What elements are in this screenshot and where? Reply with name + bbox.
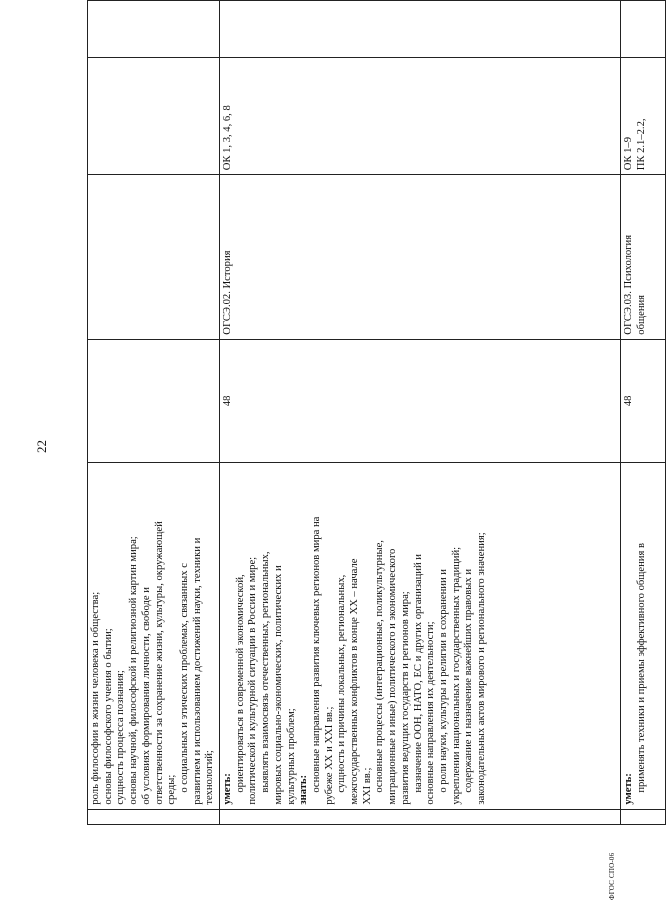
section-label-umet: уметь:: [222, 773, 234, 805]
text-line: культурных проблем;: [285, 708, 297, 805]
text-line: развития ведущих государств и регионов мира;: [399, 591, 411, 805]
text-line: выявлять взаимосвязь отечественных, региональных,: [260, 551, 272, 793]
text-line: роль философии в жизни человека и общества;: [90, 591, 101, 805]
section-label-umet: уметь:: [623, 773, 635, 805]
text-line: межгосударственных конфликтов в конце XX – начале: [349, 558, 361, 805]
text-line: назначение ООН, НАТО, ЕС и других организаций и: [412, 554, 424, 793]
competencies-cell: [621, 57, 666, 174]
text-line: технологий;: [204, 750, 216, 805]
text-line: о социальных и этических проблемах, связанных с: [178, 563, 190, 793]
text-line: общения: [635, 294, 647, 335]
text-line: о роли науки, культуры и религии в сохранении и: [437, 569, 449, 793]
text-line: ПК 2.1–2.2,: [635, 118, 647, 171]
text-line: основы научной, философской и религиозной картин мира;: [128, 536, 140, 805]
text-line: XXI вв.;: [361, 767, 373, 805]
hours-cell: [88, 339, 220, 462]
text-line: основы философского учения о бытии;: [102, 628, 114, 805]
section-label-znat: знать:: [298, 774, 310, 805]
text-line: ориентироваться в современной экономической,: [234, 574, 246, 793]
discipline-cell: [621, 175, 666, 339]
text-line: мировых социально-экономических, политических и: [272, 565, 284, 805]
text-line: сущность процесса познания;: [115, 670, 127, 805]
text-line: законодательных актов мирового и регионального значения;: [476, 532, 488, 805]
text-line: сущность и причины локальных, региональных,: [336, 574, 348, 793]
blank-cell: [621, 1, 666, 58]
footer-label: ФГОС СПО-06: [608, 852, 616, 900]
content-cell: [88, 462, 220, 809]
blank-cell: [220, 1, 621, 58]
text-line: об условиях формирования личности, свободе и: [140, 587, 152, 805]
discipline-cell: ОГСЭ.02. История: [220, 175, 621, 339]
discipline-cell: [88, 175, 220, 339]
text-line: основные направления развития ключевых регионов мира на: [310, 516, 322, 793]
competencies-cell: ОК 1, 3, 4, 6, 8: [220, 57, 621, 174]
table-row: [621, 1, 666, 825]
text-line: ОК 1–9: [623, 137, 635, 171]
text-line: среды;: [166, 774, 178, 805]
text-line: ОГСЭ.03. Психология: [623, 234, 635, 335]
blank-cell: [88, 809, 220, 824]
table-row: [88, 1, 220, 825]
text-line: основные процессы (интеграционные, поликультурные,: [374, 540, 386, 793]
hours-cell: 48: [220, 339, 621, 462]
text-line: рубеже XX и XXI вв.;: [323, 706, 335, 805]
hours-cell: 48: [621, 339, 666, 462]
blank-cell: [621, 809, 666, 824]
page-number: 22: [34, 440, 49, 453]
competency-table: [87, 0, 666, 825]
text-line: основные направления их деятельности;: [425, 621, 437, 805]
content-cell: [220, 462, 621, 809]
blank-cell: [88, 1, 220, 58]
content-cell: [621, 462, 666, 809]
text-line: применять техники и приемы эффективного общения в: [635, 543, 647, 793]
text-line: содержание и назначение важнейших правовых и: [463, 569, 475, 793]
competencies-cell: [88, 57, 220, 174]
text-line: миграционные и иные) политического и экономического: [387, 548, 399, 805]
table-row: [220, 1, 621, 825]
text-line: укреплении национальных и государственных традиций;: [450, 546, 462, 805]
blank-cell: [220, 809, 621, 824]
text-line: политической и культурной ситуации в России и мире;: [247, 556, 259, 805]
text-line: развитием и использованием достижений науки, техники и: [191, 537, 203, 805]
text-line: ответственности за сохранение жизни, культуры, окружающей: [153, 521, 165, 805]
